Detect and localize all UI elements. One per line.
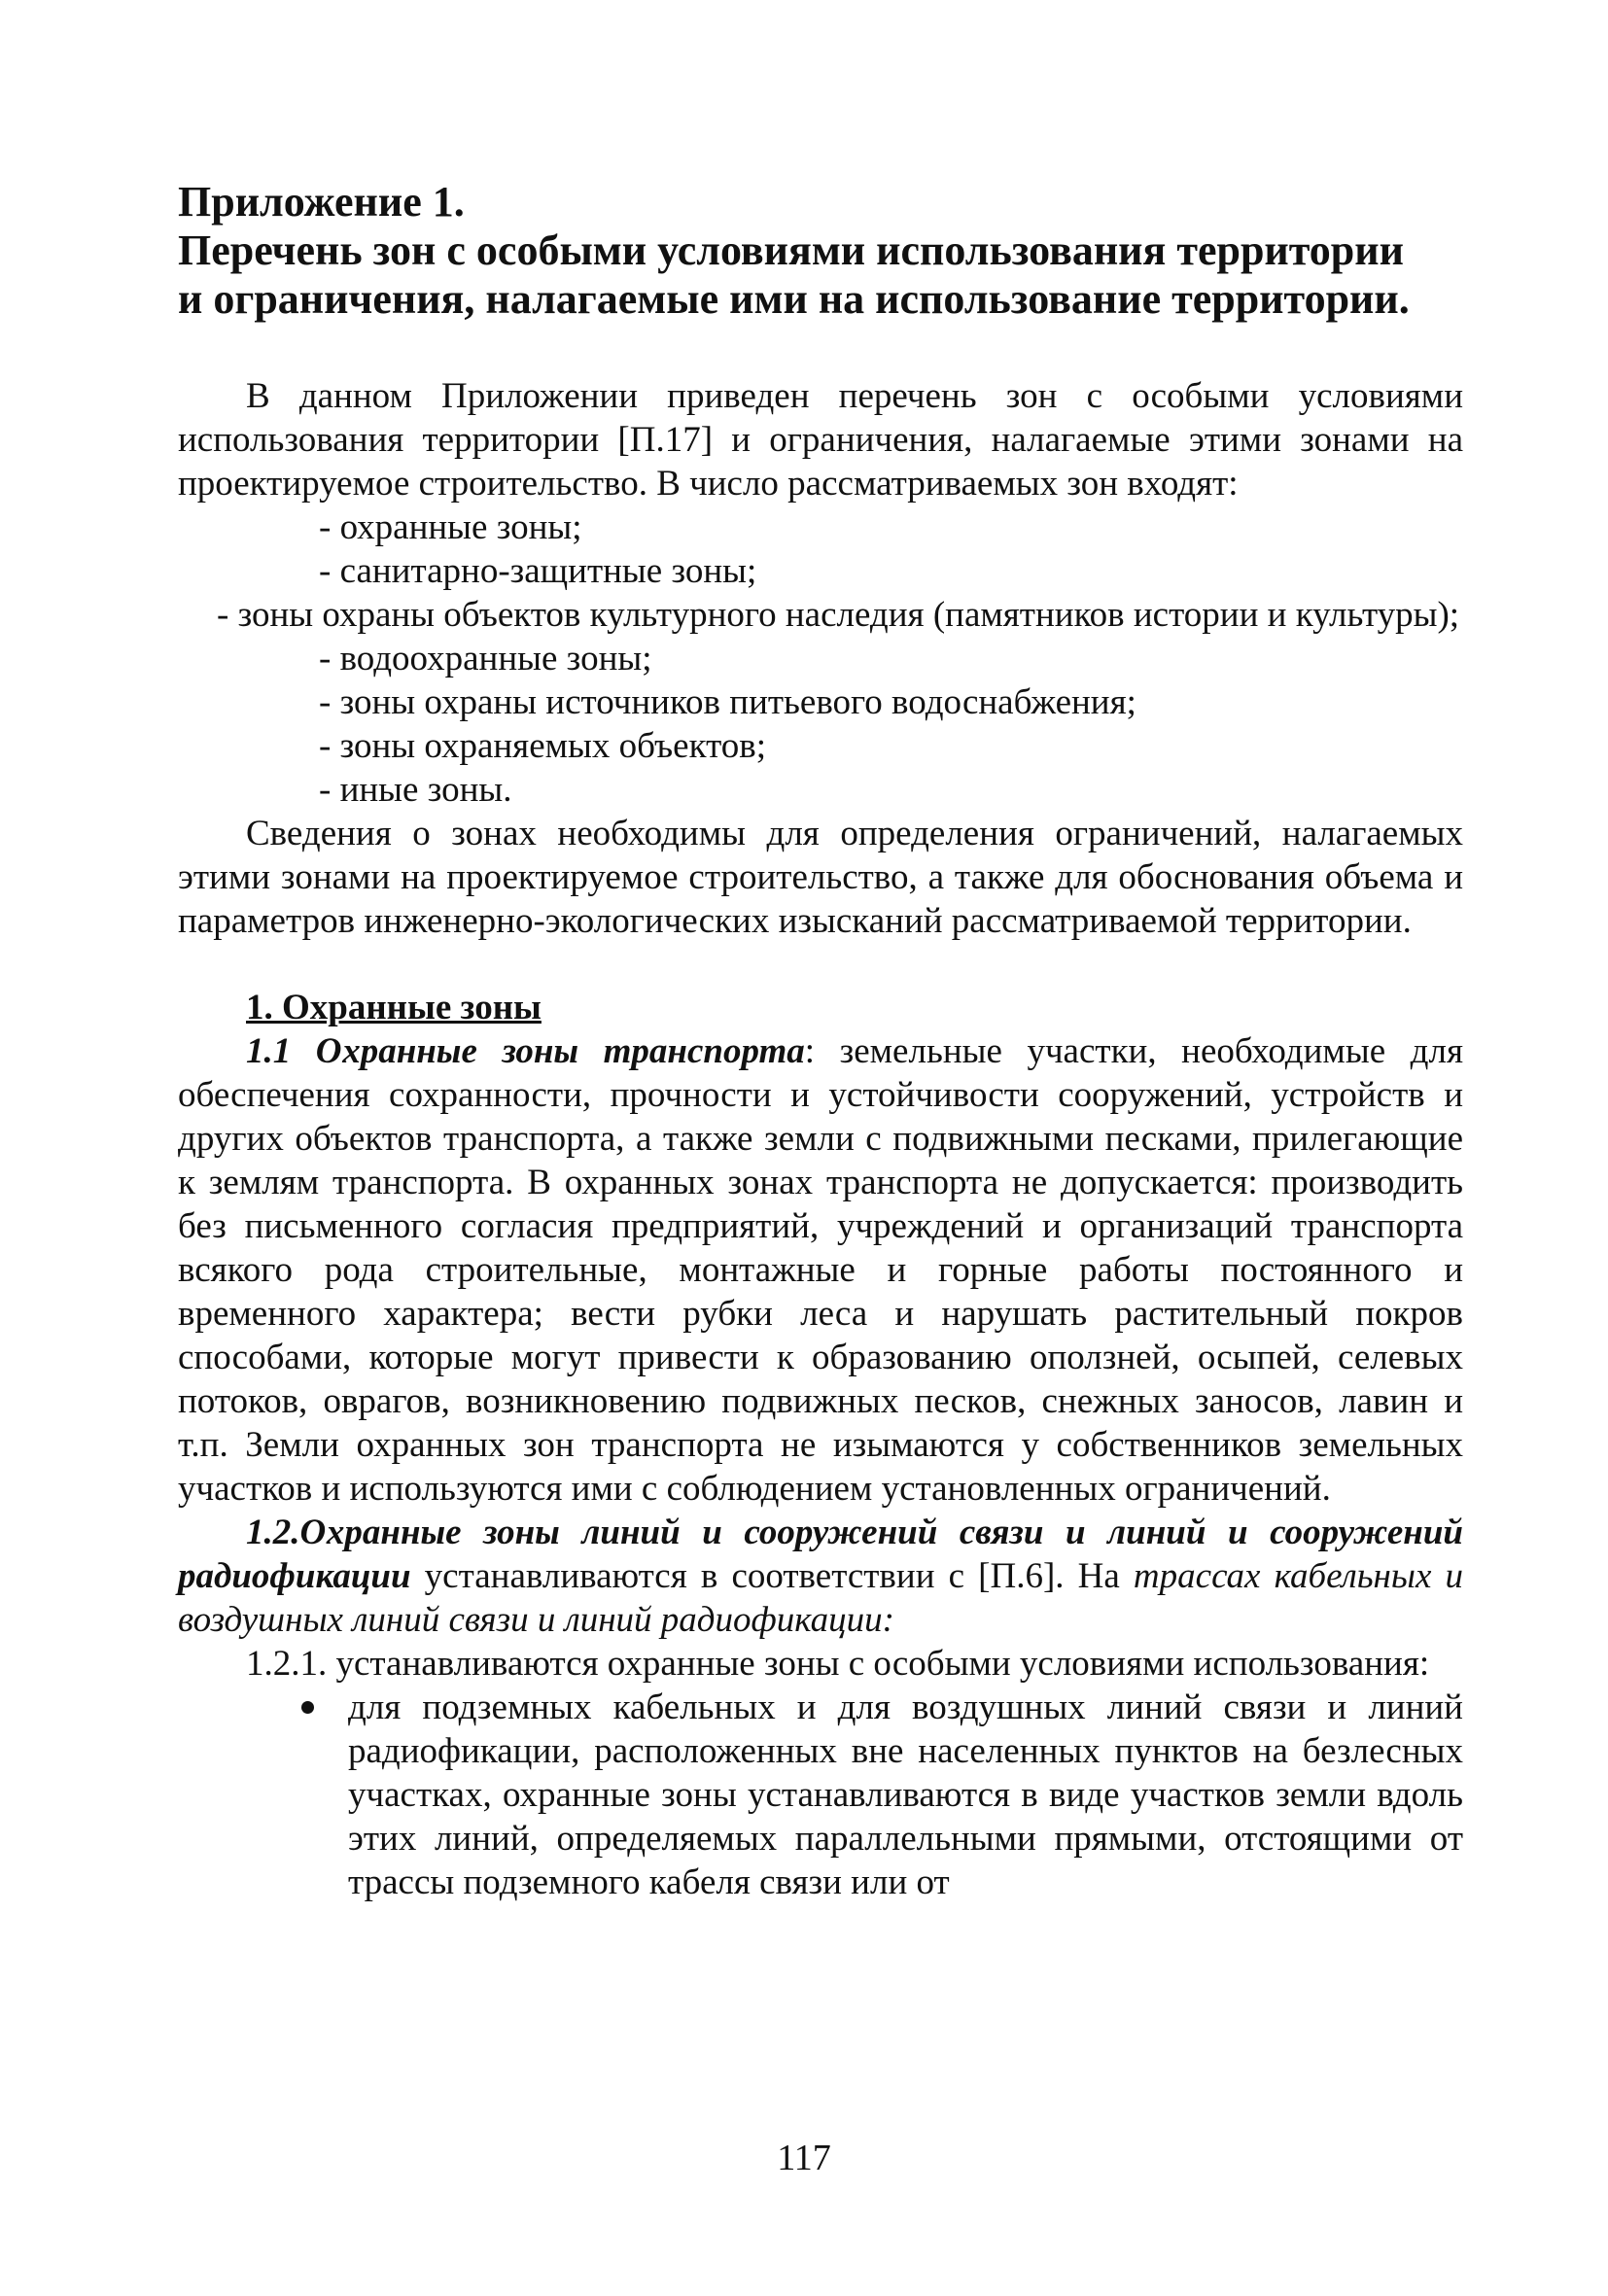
subsection-1-1-heading: 1.1 Охранные зоны транспорта bbox=[246, 1031, 805, 1071]
subsection-1-1-text: : земельные участки, необходимые для обеспечения сохранности, прочности и устойчивости сооружений, устройств и других объектов транспорта, а также земли с подвижными песками, прилегающие к землям транспорта. В охранных зонах транспорта не допускается: производить без письменного согласия предприятий, учреждений и организаций транспорта всякого рода строительные, монтажные и горные работы постоянного и временного характера; вести рубки леса и нарушать растительный покров способами, которые могут привести к образованию оползней, осыпей, селевых потоков, оврагов, возникновению подвижных песков, снежных заносов, лавин и т.п. Земли охранных зон транспорта не изымаются у собственников земельных участков и используются ими с соблюдением установленных ограничений. bbox=[178, 1031, 1463, 1509]
title-line-2: и ограничения, налагаемые ими на использование территории. bbox=[178, 275, 1410, 323]
subsection-1-2-heading: 1.2.Охранные зоны линий и сооружений связи и линий и сооружений радиофикации bbox=[178, 1513, 1463, 1596]
purpose-paragraph: Сведения о зонах необходимы для определения ограничений, налагаемых этими зонами на проектируемое строительство, а также для обоснования объема и параметров инженерно-экологических изысканий рассматриваемой территории. bbox=[178, 814, 1463, 941]
list-item: - санитарно-защитные зоны; bbox=[319, 551, 757, 591]
bullet-icon bbox=[301, 1701, 314, 1714]
subsection-1-2 bbox=[178, 1511, 1463, 1642]
document-body bbox=[178, 374, 1463, 1904]
list-item: - иные зоны. bbox=[319, 770, 512, 810]
section-title: 1. Охранные зоны bbox=[246, 988, 542, 1027]
list-item: - охранные зоны; bbox=[319, 507, 582, 547]
list-item: - зоны охраны объектов культурного наследия (памятников истории и культуры); bbox=[217, 595, 1460, 635]
list-item: - зоны охраны источников питьевого водоснабжения; bbox=[319, 682, 1136, 722]
subsection-1-1 bbox=[178, 1029, 1463, 1511]
subsection-1-2-italic-tail: трассах кабельных и воздушных линий связи и линий радиофикации: bbox=[178, 1556, 1463, 1640]
appendix-heading bbox=[178, 178, 1471, 324]
zone-list bbox=[178, 505, 1463, 593]
list-item: - зоны охраняемых объектов; bbox=[319, 726, 767, 766]
zone-list-cont bbox=[178, 637, 1463, 812]
title-line-1: Перечень зон с особыми условиями использования территории bbox=[178, 226, 1404, 274]
bullet-text: для подземных кабельных и для воздушных линий связи и линий радиофикации, расположенных вне населенных пунктов на безлесных участках, охранные зоны устанавливаются в виде участков земли вдоль этих линий, определяемых параллельными прямыми, отстоящими от трассы подземного кабеля связи или от bbox=[348, 1687, 1463, 1902]
subsection-1-2-text: устанавливаются в соответствии с [П.6]. На bbox=[410, 1556, 1134, 1596]
appendix-label: Приложение 1. bbox=[178, 178, 465, 226]
bullet-item bbox=[178, 1686, 1463, 1904]
list-item: - водоохранные зоны; bbox=[319, 639, 652, 678]
page-number: 117 bbox=[777, 2138, 831, 2178]
intro-paragraph: В данном Приложении приведен перечень зон с особыми условиями использования территории [П.17] и ограничения, налагаемые этими зонами на проектируемое строительство. В число рассматриваемых зон входят: bbox=[178, 376, 1463, 504]
zone-list-wide bbox=[178, 593, 1463, 637]
item-1-2-1: 1.2.1. устанавливаются охранные зоны с особыми условиями использования: bbox=[246, 1644, 1430, 1684]
